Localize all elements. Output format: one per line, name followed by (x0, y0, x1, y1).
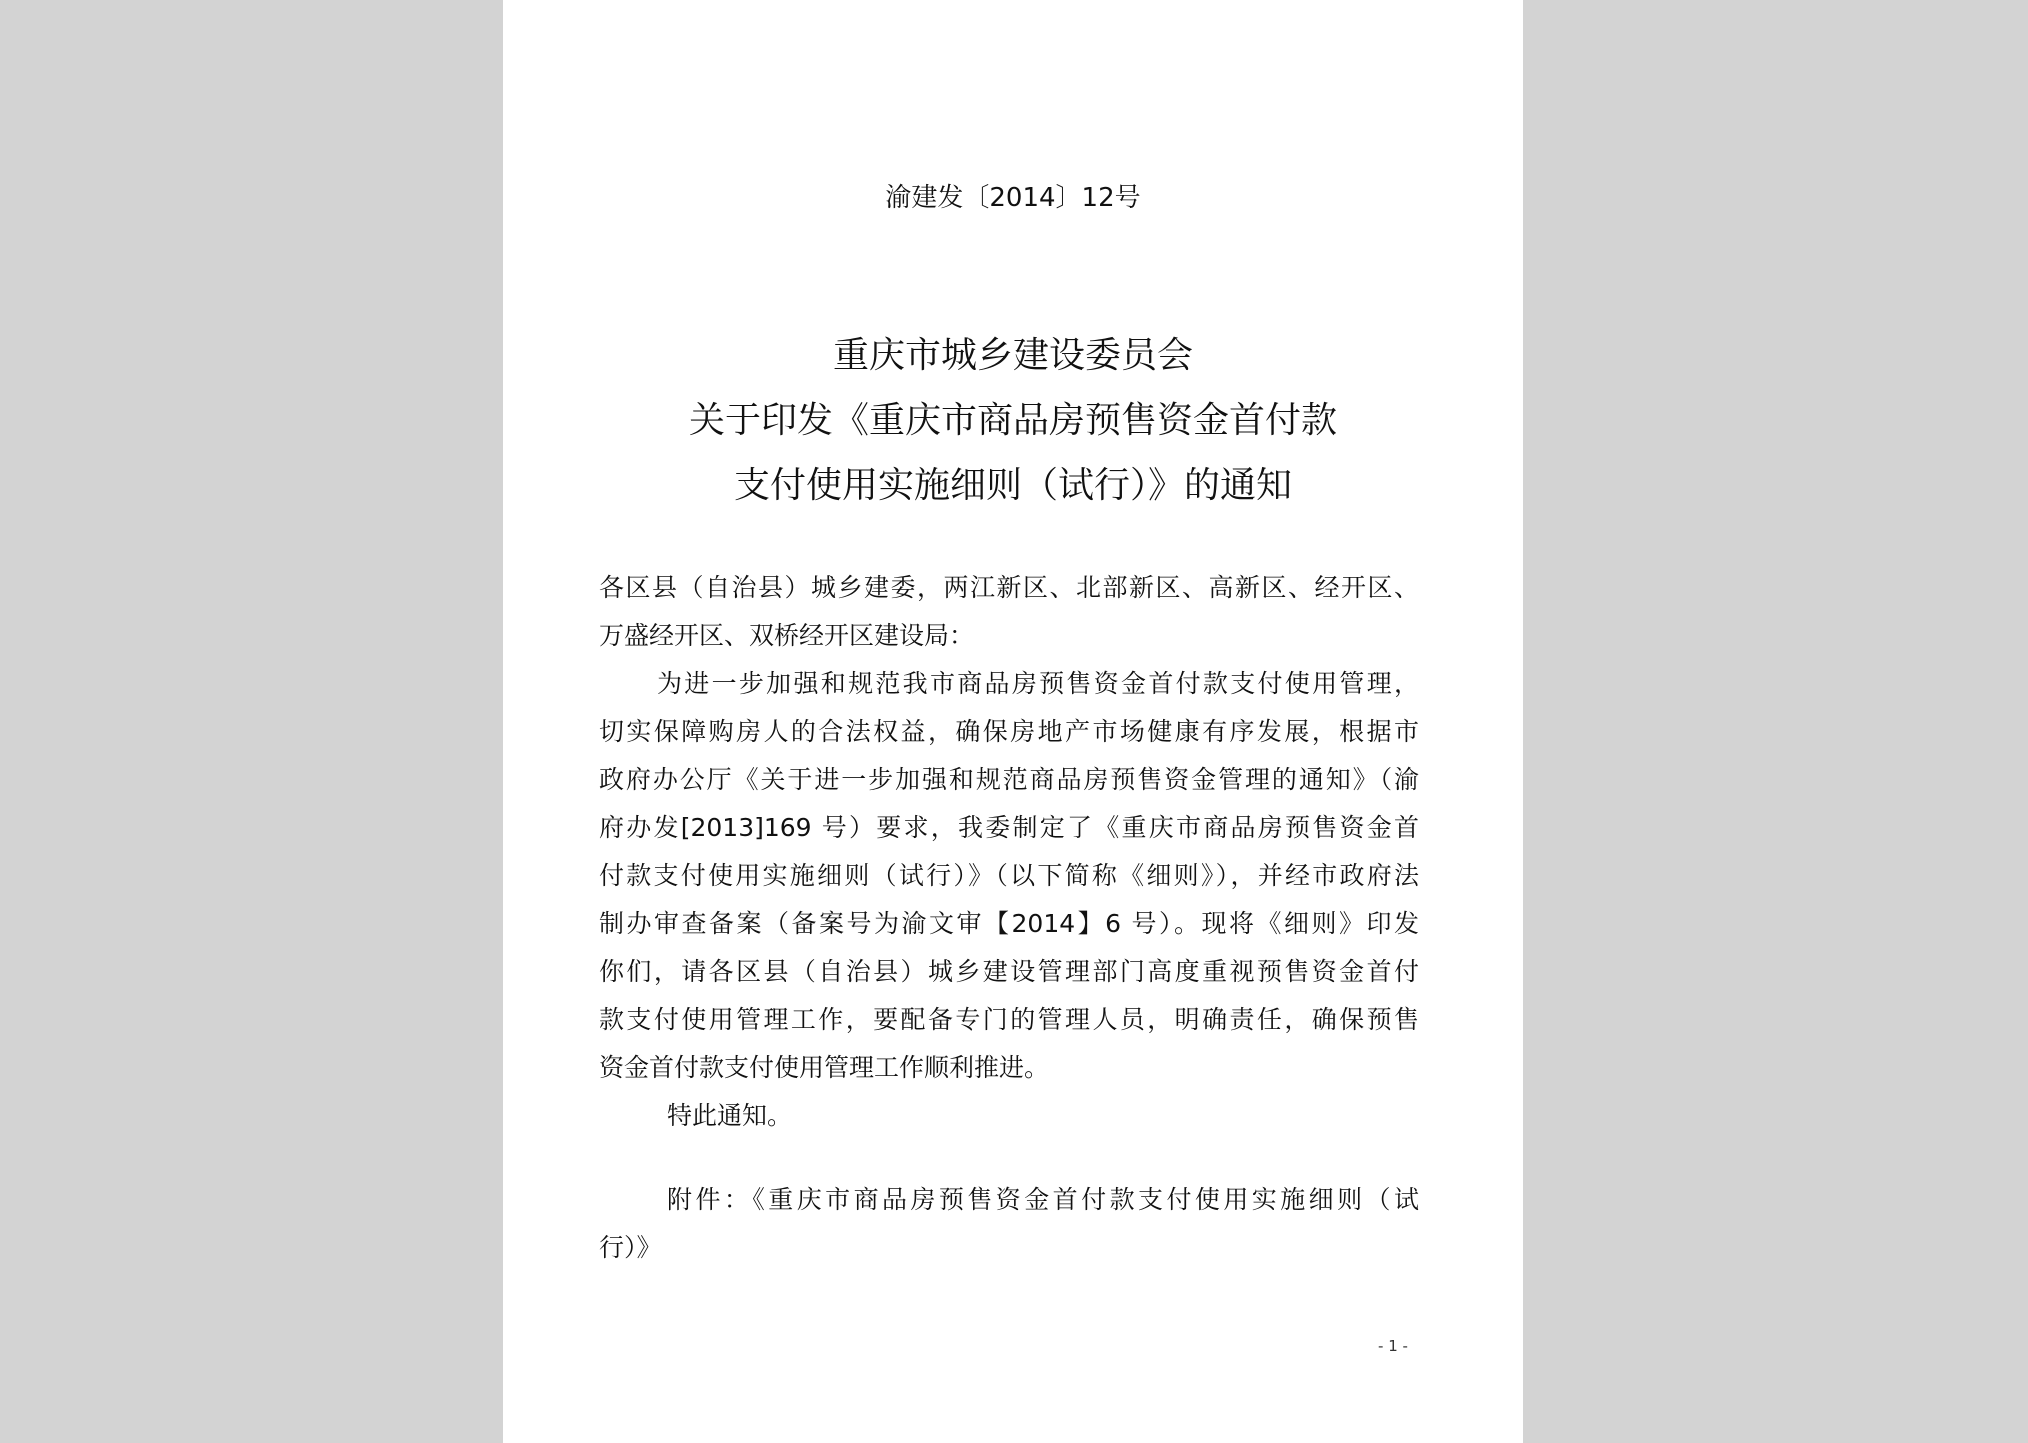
document-page (503, 0, 1523, 1443)
attachment-line: 行）》 (599, 1233, 662, 1262)
document-title (503, 323, 1523, 518)
paragraph-line: 切实保障购房人的合法权益，确保房地产市场健康有序发展，根据市 (599, 717, 1419, 746)
addressee-line: 万盛经开区、双桥经开区建设局： (599, 621, 975, 650)
paragraph-line: 付款支付使用实施细则（试行）》（以下简称《细则》），并经市政府法 (599, 861, 1419, 890)
closing-text: 特此通知。 (667, 1101, 793, 1130)
paragraph-line: 资金首付款支付使用管理工作顺利推进。 (599, 1053, 1050, 1082)
title-line: 支付使用实施细则（试行）》的通知 (733, 465, 1292, 506)
title-line: 重庆市城乡建设委员会 (832, 335, 1193, 376)
page-number: - 1 - (1378, 1337, 1408, 1355)
paragraph-line: 款支付使用管理工作，要配备专门的管理人员，明确责任，确保预售 (599, 1005, 1419, 1034)
paragraph-line: 你们，请各区县（自治县）城乡建设管理部门高度重视预售资金首付 (599, 957, 1419, 986)
paragraph-line: 府办发[2013]169 号）要求，我委制定了《重庆市商品房预售资金首 (599, 813, 1419, 842)
document-number: 渝建发〔2014〕12号 (885, 183, 1141, 213)
paragraph-line: 制办审查备案（备案号为渝文审【2014】6 号）。现将《细则》印发 (599, 909, 1419, 938)
spacer (599, 1140, 1419, 1176)
attachment-line: 附件：《重庆市商品房预售资金首付款支付使用实施细则（试 (667, 1185, 1419, 1214)
paragraph-line: 为进一步加强和规范我市商品房预售资金首付款支付使用管理， (657, 669, 1419, 698)
title-line: 关于印发《重庆市商品房预售资金首付款 (688, 400, 1337, 441)
document-body (599, 564, 1419, 1272)
addressee-line: 各区县（自治县）城乡建委，两江新区、北部新区、高新区、经开区、 (599, 573, 1419, 602)
paragraph-line: 政府办公厅《关于进一步加强和规范商品房预售资金管理的通知》（渝 (599, 765, 1419, 794)
